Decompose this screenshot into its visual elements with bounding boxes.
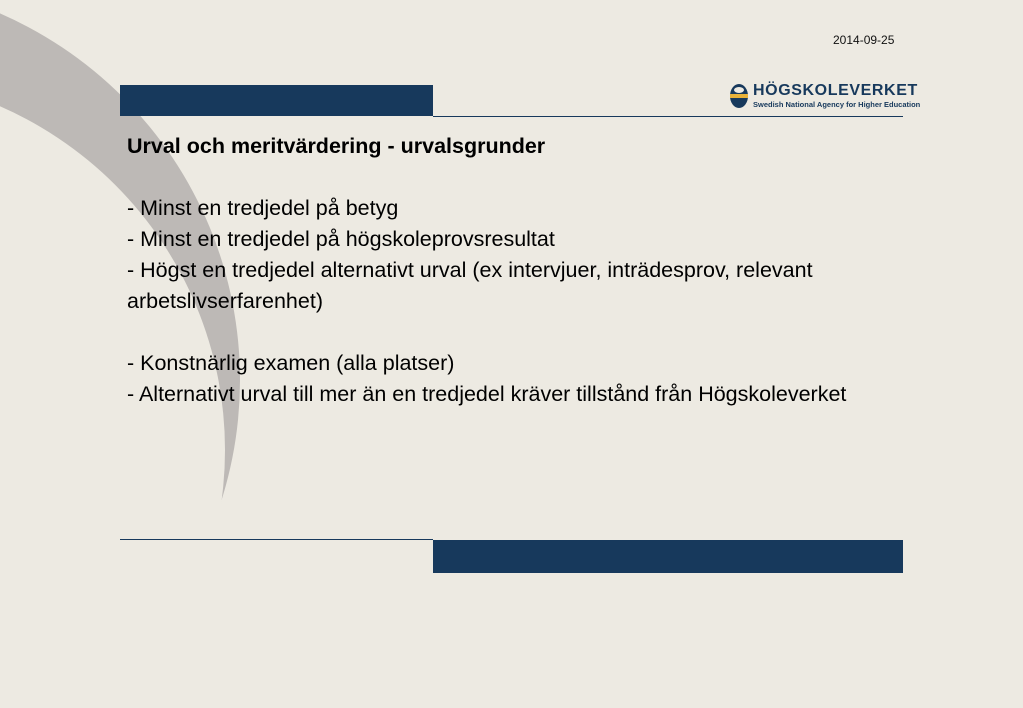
hogskoleverket-logo <box>729 82 921 114</box>
logo-name: HÖGSKOLEVERKET <box>753 82 918 99</box>
header-divider <box>433 116 903 117</box>
bullet-item: - Högst en tredjedel alternativt urval (ex intervjuer, inträdesprov, relevant arbetslivserfarenhet) <box>127 258 813 313</box>
slide-title: Urval och meritvärdering - urvalsgrunder <box>127 134 546 158</box>
footer-divider <box>120 539 433 540</box>
bullet-item: - Minst en tredjedel på betyg <box>127 196 399 220</box>
footer-bar <box>433 540 903 573</box>
bullet-item: - Alternativt urval till mer än en tredjedel kräver tillstånd från Högskoleverket <box>127 382 847 406</box>
paragraph-spacer <box>127 317 897 348</box>
bullet-item: - Konstnärlig examen (alla platser) <box>127 351 455 375</box>
bullet-item: - Minst en tredjedel på högskoleprovsresultat <box>127 227 555 251</box>
slide-date: 2014-09-25 <box>833 33 895 47</box>
logo-subtitle: Swedish National Agency for Higher Education <box>753 100 921 109</box>
header-bar <box>120 85 433 116</box>
logo-mark-icon <box>729 83 749 109</box>
slide-content <box>127 131 897 410</box>
